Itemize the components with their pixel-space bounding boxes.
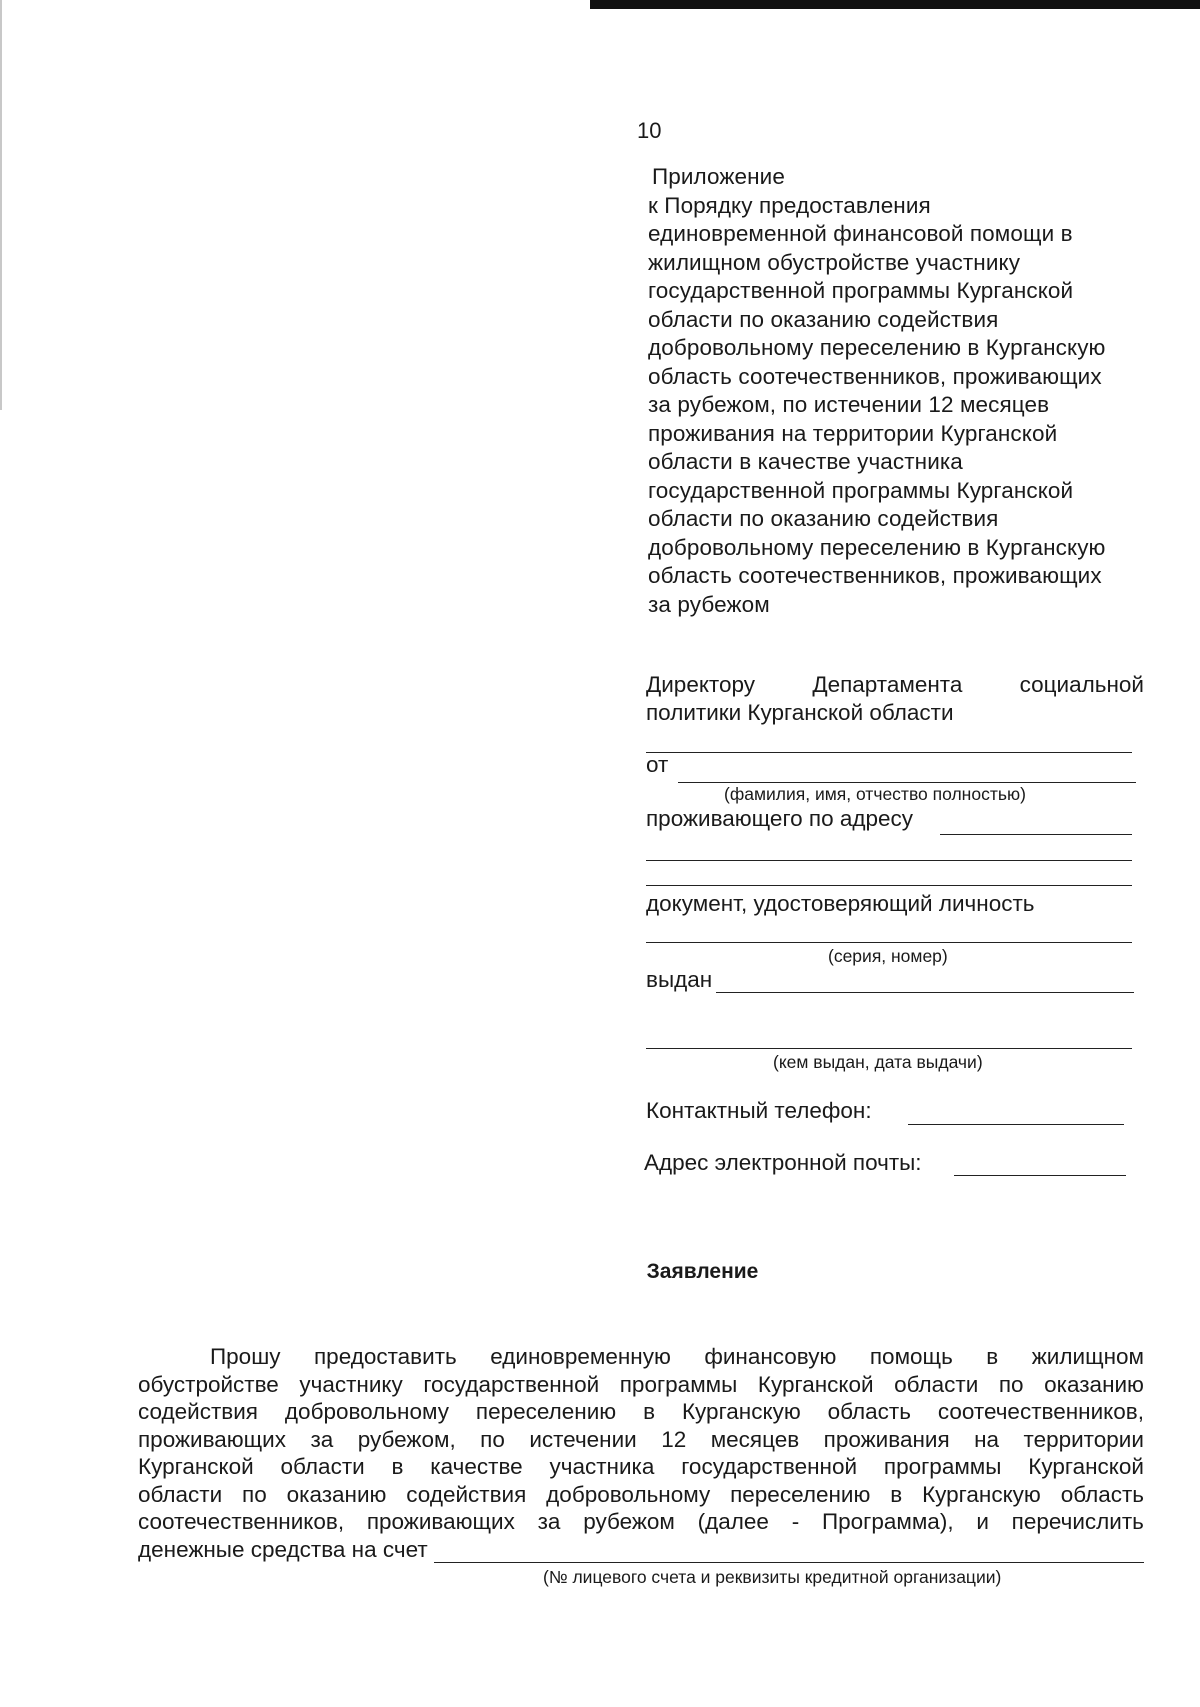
statement-word: по bbox=[242, 1481, 267, 1507]
statement-word: соотечественников, bbox=[937, 1399, 1144, 1424]
statement-word: Курганскую bbox=[681, 1399, 801, 1424]
scan-edge-bar bbox=[590, 0, 1200, 9]
statement-word: участника bbox=[549, 1454, 655, 1479]
statement-word: области bbox=[138, 1481, 223, 1507]
issued-field-line-2[interactable] bbox=[646, 1048, 1132, 1049]
series-caption: (серия, номер) bbox=[828, 946, 948, 966]
appendix-line: добровольному переселению в Курганскую bbox=[648, 335, 1106, 360]
statement-word: качестве bbox=[430, 1454, 523, 1479]
phone-label: Контактный телефон: bbox=[646, 1098, 872, 1123]
statement-word: добровольному bbox=[546, 1481, 711, 1507]
statement-word: оказанию bbox=[1044, 1371, 1144, 1397]
statement-line bbox=[138, 1398, 1144, 1426]
statement-word: истечении bbox=[529, 1426, 637, 1452]
statement-word: соотечественников, bbox=[138, 1509, 345, 1534]
statement-word: 12 bbox=[661, 1426, 687, 1452]
fio-caption: (фамилия, имя, отчество полностью) bbox=[724, 784, 1026, 804]
statement-line bbox=[138, 1508, 1144, 1536]
statement-word: - bbox=[791, 1509, 800, 1534]
statement-word: рубежом, bbox=[357, 1426, 456, 1452]
statement-word: помощь bbox=[869, 1344, 953, 1369]
statement-word: в bbox=[890, 1481, 903, 1507]
appendix-line: области в качестве участника bbox=[648, 449, 963, 474]
account-caption: (№ лицевого счета и реквизиты кредитной организации) bbox=[543, 1567, 1002, 1587]
statement-word: участнику bbox=[299, 1371, 403, 1397]
appendix-line: жилищном обустройстве участнику bbox=[648, 249, 1021, 275]
statement-body bbox=[138, 1343, 1144, 1563]
statement-line bbox=[138, 1426, 1144, 1454]
addressee-word: Департамента bbox=[812, 672, 963, 697]
statement-word: проживания bbox=[823, 1426, 950, 1452]
statement-word: Курганской bbox=[757, 1371, 874, 1397]
issued-field[interactable] bbox=[716, 992, 1134, 993]
appendix-line: добровольному переселению в Курганскую bbox=[648, 534, 1106, 560]
statement-line bbox=[138, 1481, 1144, 1509]
statement-word: по bbox=[480, 1426, 505, 1452]
statement-word: в bbox=[643, 1399, 656, 1424]
statement-word: жилищном bbox=[1031, 1344, 1144, 1369]
statement-word: содействия bbox=[406, 1481, 527, 1507]
statement-word: Курганскую bbox=[922, 1481, 1041, 1507]
statement-word: проживающих bbox=[366, 1509, 515, 1534]
statement-line bbox=[210, 1343, 1144, 1371]
appendix-line: государственной программы Курганской bbox=[648, 477, 1074, 503]
statement-line bbox=[138, 1371, 1144, 1399]
blank-line[interactable] bbox=[646, 752, 1132, 753]
statement-word: (далее bbox=[697, 1509, 769, 1534]
statement-word: область bbox=[827, 1399, 911, 1424]
statement-word: добровольному bbox=[284, 1399, 449, 1424]
appendix-line: за рубежом bbox=[648, 591, 770, 617]
statement-word: области bbox=[894, 1371, 979, 1397]
statement-word: финансовую bbox=[704, 1344, 837, 1369]
phone-field[interactable] bbox=[908, 1124, 1124, 1125]
appendix-line: Приложение bbox=[652, 164, 785, 189]
statement-word: единовременную bbox=[490, 1344, 671, 1369]
appendix-line: государственной программы Курганской bbox=[648, 278, 1074, 303]
address-label: проживающего по адресу bbox=[646, 806, 914, 831]
appendix-line: области по оказанию содействия bbox=[648, 506, 999, 531]
issued-caption: (кем выдан, дата выдачи) bbox=[773, 1052, 983, 1072]
statement-title: Заявление bbox=[646, 1260, 759, 1283]
statement-word: государственной bbox=[423, 1371, 600, 1397]
address-field-line-2[interactable] bbox=[646, 860, 1132, 861]
email-label: Адрес электронной почты: bbox=[644, 1150, 922, 1175]
statement-last-text: денежные средства на счет bbox=[138, 1536, 428, 1562]
statement-line bbox=[138, 1453, 1144, 1481]
statement-word: область bbox=[1060, 1481, 1144, 1507]
document-label: документ, удостоверяющий личность bbox=[646, 891, 1035, 916]
appendix-line: области по оказанию содействия bbox=[648, 306, 999, 332]
statement-word: по bbox=[998, 1371, 1024, 1397]
statement-word: Курганской bbox=[138, 1454, 254, 1479]
page-number: 10 bbox=[637, 118, 662, 143]
appendix-line: единовременной финансовой помощи в bbox=[648, 221, 1073, 246]
appendix-line: область соотечественников, проживающих bbox=[648, 563, 1102, 588]
statement-word: программы bbox=[883, 1454, 1002, 1479]
statement-word: перечислить bbox=[1011, 1509, 1144, 1534]
account-field[interactable] bbox=[434, 1538, 1144, 1563]
appendix-line: за рубежом, по истечении 12 месяцев bbox=[648, 392, 1050, 417]
statement-word: Прошу bbox=[210, 1344, 281, 1369]
addressee-line-1 bbox=[646, 672, 1144, 698]
statement-word: обустройстве bbox=[138, 1371, 279, 1397]
statement-word: переселению bbox=[730, 1481, 871, 1507]
from-label: от bbox=[646, 752, 669, 777]
issued-label: выдан bbox=[646, 967, 713, 992]
statement-word: в bbox=[391, 1454, 404, 1479]
statement-word: в bbox=[986, 1344, 999, 1369]
statement-word: за bbox=[537, 1509, 561, 1534]
appendix-line: проживания на территории Курганской bbox=[648, 420, 1058, 446]
fio-field[interactable] bbox=[678, 782, 1136, 783]
document-field[interactable] bbox=[646, 942, 1132, 943]
addressee-line-2: политики Курганской области bbox=[646, 700, 954, 725]
statement-word: рубежом bbox=[583, 1509, 675, 1534]
email-field[interactable] bbox=[954, 1175, 1126, 1176]
statement-word: территории bbox=[1023, 1426, 1144, 1452]
scan-left-edge bbox=[0, 0, 2, 410]
statement-word: программы bbox=[619, 1371, 738, 1397]
statement-word: области bbox=[280, 1454, 365, 1479]
statement-word: и bbox=[976, 1509, 989, 1534]
statement-word: месяцев bbox=[710, 1426, 800, 1452]
statement-word: за bbox=[310, 1426, 334, 1452]
statement-word: Программа), bbox=[821, 1509, 954, 1534]
statement-last-line bbox=[138, 1536, 1144, 1564]
statement-word: предоставить bbox=[314, 1344, 457, 1369]
statement-word: проживающих bbox=[138, 1426, 286, 1452]
address-field[interactable] bbox=[940, 834, 1132, 835]
appendix-line: к Порядку предоставления bbox=[648, 192, 931, 218]
statement-word: государственной bbox=[681, 1454, 858, 1479]
addressee-word: Директору bbox=[646, 672, 756, 697]
statement-word: на bbox=[974, 1426, 1000, 1452]
statement-word: переселению bbox=[475, 1399, 617, 1424]
statement-word: оказанию bbox=[286, 1481, 387, 1507]
appendix-header bbox=[648, 163, 1168, 619]
statement-word: Курганской bbox=[1028, 1454, 1144, 1479]
address-field-line-3[interactable] bbox=[646, 885, 1132, 886]
addressee-word: социальной bbox=[1019, 672, 1144, 697]
statement-word: содействия bbox=[138, 1399, 258, 1424]
appendix-line: область соотечественников, проживающих bbox=[648, 363, 1102, 389]
